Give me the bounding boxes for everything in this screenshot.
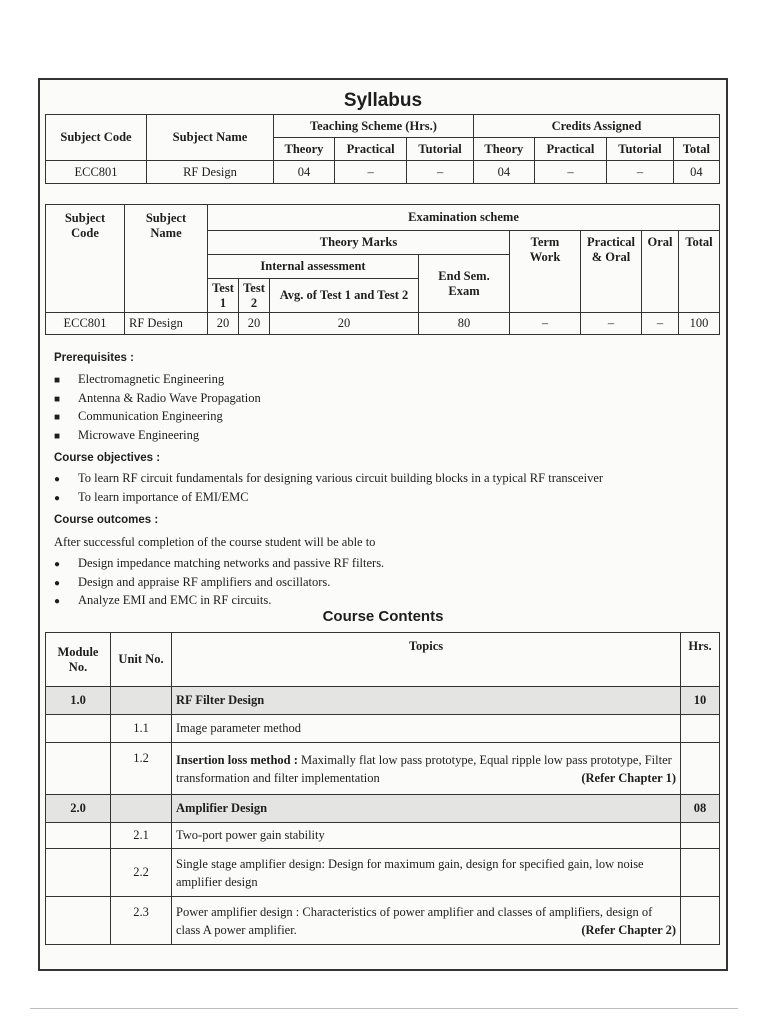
table-row bbox=[46, 795, 720, 823]
th2-test1: Test 1 bbox=[208, 279, 239, 313]
module-no: 1.0 bbox=[46, 687, 111, 715]
bullet-icon: ● bbox=[54, 474, 61, 485]
outcomes-list bbox=[54, 554, 384, 610]
unit-hrs bbox=[681, 715, 720, 743]
th2-oral: Oral bbox=[642, 231, 679, 313]
bullet-icon: ■ bbox=[54, 430, 61, 442]
cell2-oral: – bbox=[642, 313, 679, 335]
th-ca-tutorial: Tutorial bbox=[607, 138, 674, 161]
unit-no bbox=[111, 687, 172, 715]
th-ts-practical: Practical bbox=[334, 138, 406, 161]
th3-unit: Unit No. bbox=[111, 633, 172, 687]
th3-topics: Topics bbox=[172, 633, 681, 687]
scan-artifact-line bbox=[30, 1008, 738, 1009]
th2-end-sem: End Sem. Exam bbox=[419, 255, 510, 313]
unit-no: 1.2 bbox=[111, 743, 172, 795]
th-subject-name: Subject Name bbox=[147, 115, 274, 161]
list-item: ● To learn importance of EMI/EMC bbox=[54, 488, 603, 507]
cell2-test1: 20 bbox=[208, 313, 239, 335]
chapter-reference: (Refer Chapter 1) bbox=[581, 770, 676, 785]
th-ts-theory: Theory bbox=[274, 138, 335, 161]
unit-hrs bbox=[681, 897, 720, 945]
cell2-end-sem: 80 bbox=[419, 313, 510, 335]
th2-test2: Test 2 bbox=[239, 279, 270, 313]
th2-subject-name: Subject Name bbox=[125, 205, 208, 313]
th3-module: Module No. bbox=[46, 633, 111, 687]
cell2-term-work: – bbox=[510, 313, 581, 335]
topic-bold: Insertion loss method : bbox=[176, 752, 298, 767]
teaching-credits-table bbox=[45, 114, 720, 184]
examination-scheme-table bbox=[45, 204, 720, 335]
outcomes-intro: After successful completion of the course student will be able to bbox=[54, 535, 376, 549]
th-subject-code: Subject Code bbox=[46, 115, 147, 161]
th2-avg: Avg. of Test 1 and Test 2 bbox=[270, 279, 419, 313]
table-row bbox=[46, 687, 720, 715]
module-no bbox=[46, 823, 111, 849]
prerequisites-heading: Prerequisites : bbox=[54, 352, 134, 364]
unit-topic: Image parameter method bbox=[172, 715, 681, 743]
unit-topic: Single stage amplifier design: Design for maximum gain, design for specified gain, low noise amplifier design bbox=[172, 849, 681, 897]
th-ca-practical: Practical bbox=[534, 138, 606, 161]
list-item: ● Design impedance matching networks and passive RF filters. bbox=[54, 554, 384, 573]
prerequisites-list bbox=[54, 370, 261, 444]
unit-topic bbox=[172, 897, 681, 945]
th-ca-total: Total bbox=[673, 138, 719, 161]
module-topic: Amplifier Design bbox=[172, 795, 681, 823]
topic-text: Maximally flat low pass prototype, Equal ripple low pass prototype, Filter transformation and filter implementation bbox=[176, 752, 672, 785]
syllabus-page bbox=[38, 78, 728, 971]
cell-ca-theory: 04 bbox=[473, 161, 534, 184]
list-item: ● Analyze EMI and EMC in RF circuits. bbox=[54, 591, 384, 610]
th2-total: Total bbox=[679, 231, 720, 313]
unit-hrs bbox=[681, 823, 720, 849]
unit-topic: Two-port power gain stability bbox=[172, 823, 681, 849]
bullet-icon: ● bbox=[54, 559, 61, 570]
module-no bbox=[46, 743, 111, 795]
list-item: ● To learn RF circuit fundamentals for designing various circuit building blocks in a typical RF transceiver bbox=[54, 469, 603, 488]
th2-term-work: Term Work bbox=[510, 231, 581, 313]
list-item: ■ Electromagnetic Engineering bbox=[54, 370, 261, 389]
course-contents-table bbox=[45, 632, 720, 945]
th2-practical-oral: Practical & Oral bbox=[581, 231, 642, 313]
bullet-icon: ● bbox=[54, 577, 61, 589]
cell2-code: ECC801 bbox=[46, 313, 125, 335]
unit-topic bbox=[172, 743, 681, 795]
table-row bbox=[46, 715, 720, 743]
bullet-icon: ■ bbox=[54, 375, 61, 386]
cell2-test2: 20 bbox=[239, 313, 270, 335]
module-hrs: 10 bbox=[681, 687, 720, 715]
cell-ts-theory: 04 bbox=[274, 161, 335, 184]
module-topic: RF Filter Design bbox=[172, 687, 681, 715]
cell2-practical-oral: – bbox=[581, 313, 642, 335]
list-item: ● Design and appraise RF amplifiers and oscillators. bbox=[54, 573, 384, 592]
objectives-heading: Course objectives : bbox=[54, 452, 161, 464]
module-no bbox=[46, 715, 111, 743]
th2-exam-scheme: Examination scheme bbox=[208, 205, 720, 231]
cell-name: RF Design bbox=[147, 161, 274, 184]
list-item: ■ Communication Engineering bbox=[54, 407, 261, 426]
topic-text: Power amplifier design : Characteristics of power amplifier and classes of amplifiers, design of class A power amplifier. bbox=[176, 904, 653, 937]
th-ca-theory: Theory bbox=[473, 138, 534, 161]
list-item: ■ Microwave Engineering bbox=[54, 426, 261, 445]
unit-no: 2.2 bbox=[111, 849, 172, 897]
cell2-avg: 20 bbox=[270, 313, 419, 335]
unit-no: 1.1 bbox=[111, 715, 172, 743]
chapter-reference: (Refer Chapter 2) bbox=[581, 922, 676, 937]
th2-theory-marks: Theory Marks bbox=[208, 231, 510, 255]
bullet-icon: ● bbox=[54, 492, 61, 504]
th-teaching-scheme: Teaching Scheme (Hrs.) bbox=[274, 115, 474, 138]
unit-hrs bbox=[681, 849, 720, 897]
unit-no bbox=[111, 795, 172, 823]
th2-subject-code: Subject Code bbox=[46, 205, 125, 313]
th-credits-assigned: Credits Assigned bbox=[473, 115, 719, 138]
table-row bbox=[46, 897, 720, 945]
bullet-icon: ■ bbox=[54, 393, 61, 405]
table-row bbox=[46, 823, 720, 849]
th-ts-tutorial: Tutorial bbox=[407, 138, 474, 161]
cell2-name: RF Design bbox=[125, 313, 208, 335]
outcomes-heading: Course outcomes : bbox=[54, 514, 159, 526]
list-item: ■ Antenna & Radio Wave Propagation bbox=[54, 389, 261, 408]
unit-hrs bbox=[681, 743, 720, 795]
objectives-list bbox=[54, 469, 603, 506]
module-hrs: 08 bbox=[681, 795, 720, 823]
table-row bbox=[46, 743, 720, 795]
cell-ca-tutorial: – bbox=[607, 161, 674, 184]
cell-ts-practical: – bbox=[334, 161, 406, 184]
module-no: 2.0 bbox=[46, 795, 111, 823]
module-no bbox=[46, 849, 111, 897]
cell-code: ECC801 bbox=[46, 161, 147, 184]
cell-ts-tutorial: – bbox=[407, 161, 474, 184]
course-contents-title: Course Contents bbox=[322, 608, 444, 625]
cell-ca-practical: – bbox=[534, 161, 606, 184]
cell2-total: 100 bbox=[679, 313, 720, 335]
module-no bbox=[46, 897, 111, 945]
th3-hrs: Hrs. bbox=[681, 633, 720, 687]
bullet-icon: ● bbox=[54, 596, 61, 607]
unit-no: 2.1 bbox=[111, 823, 172, 849]
bullet-icon: ■ bbox=[54, 412, 61, 423]
th2-internal: Internal assessment bbox=[208, 255, 419, 279]
page-title: Syllabus bbox=[343, 90, 423, 111]
cell-ca-total: 04 bbox=[673, 161, 719, 184]
table-row bbox=[46, 849, 720, 897]
unit-no: 2.3 bbox=[111, 897, 172, 945]
